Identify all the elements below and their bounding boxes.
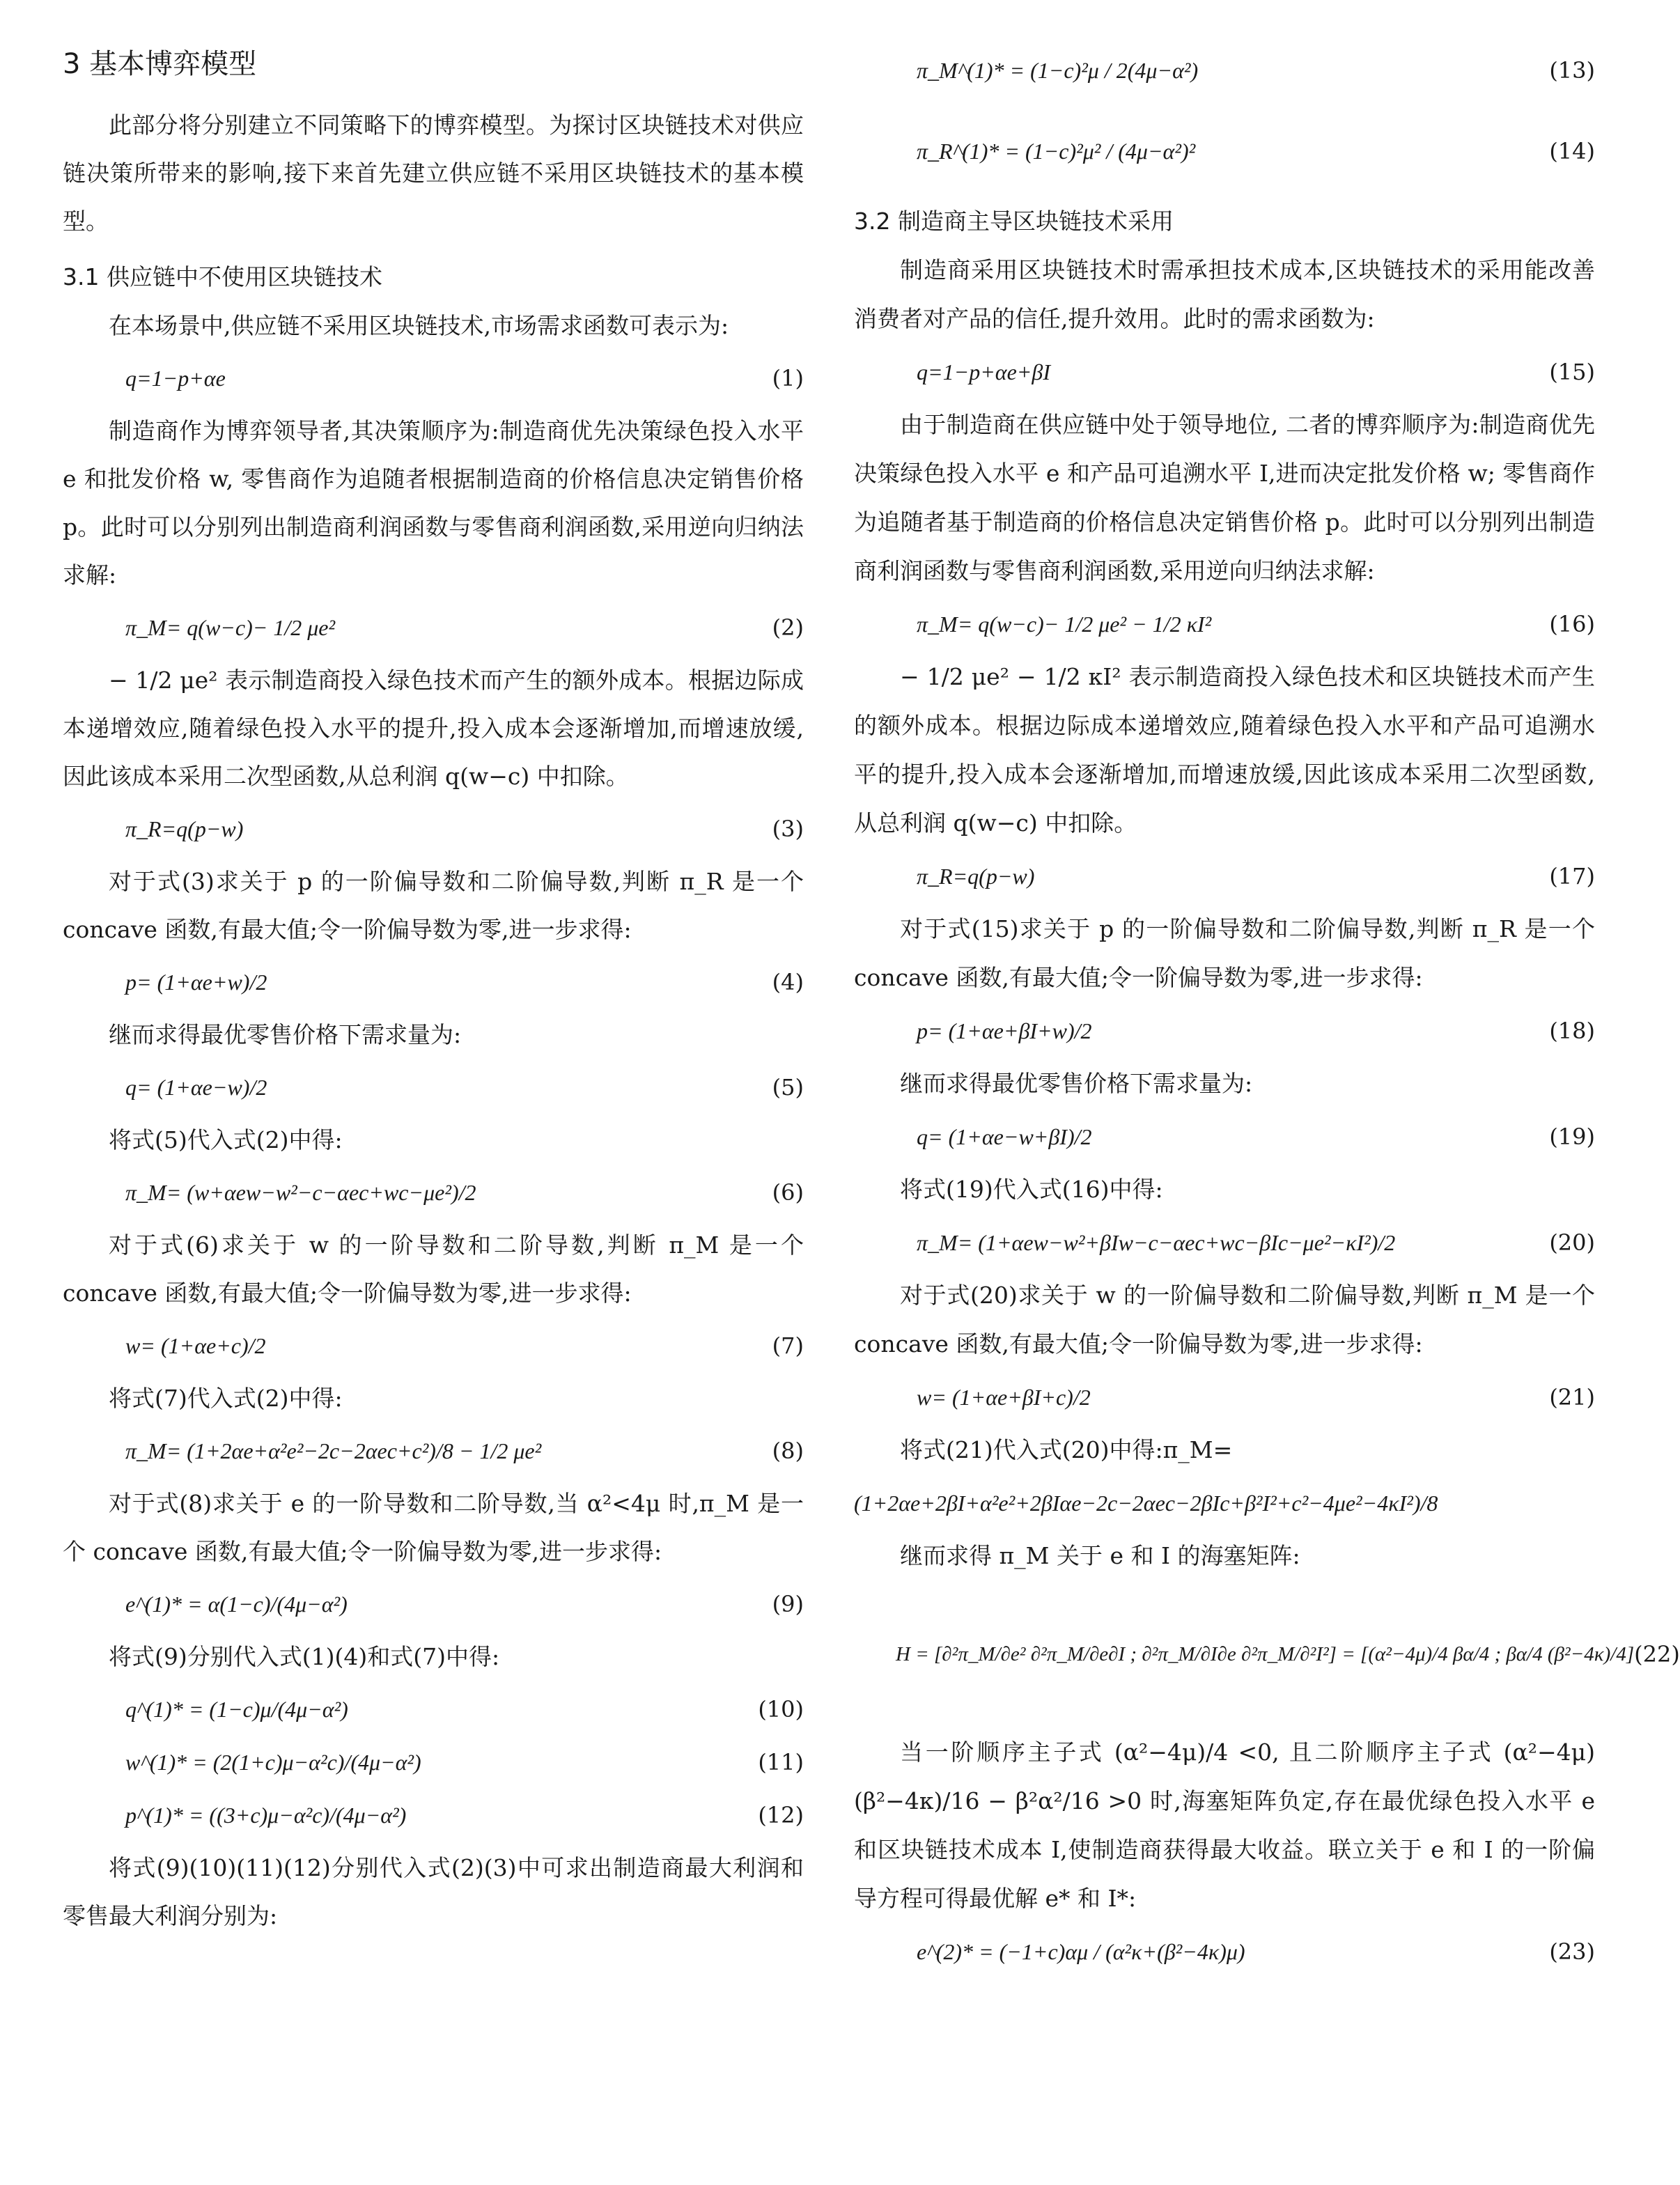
section-heading: 3 基本博弈模型	[63, 48, 257, 80]
paragraph: 将式(21)代入式(20)中得:π_M=	[900, 1436, 1233, 1463]
equation-5: q= (1+αe−w)/2 (5)	[125, 1074, 804, 1101]
equation-12: p^(1)* = ((3+c)μ−α²c)/(4μ−α²) (12)	[125, 1802, 804, 1828]
paragraph: 将式(19)代入式(16)中得:	[900, 1176, 1163, 1203]
paragraph: 继而求得最优零售价格下需求量为:	[900, 1070, 1253, 1097]
paragraph: 将式(9)(10)(11)(12)分别代入式(2)(3)中可求出制造商最大利润和零售最大利润分别为:	[63, 1854, 804, 1929]
equation-2: π_M= q(w−c)− 1/2 μe² (2)	[125, 614, 804, 641]
equation-15: q=1−p+αe+βI (15)	[917, 359, 1595, 385]
paragraph: 将式(7)代入式(2)中得:	[109, 1385, 343, 1412]
paragraph: 对于式(3)求关于 p 的一阶偏导数和二阶偏导数,判断 π_R 是一个 concave 函数,有最大值;令一阶偏导数为零,进一步求得:	[63, 868, 804, 943]
paragraph: − 1/2 μe² − 1/2 κI² 表示制造商投入绿色技术和区块链技术而产生的额外成本。根据边际成本递增效应,随着绿色投入水平和产品可追溯水平的提升,投入成本会逐渐增加,而增速放缓,因此该成本采用二次型函数,从总利润 q(w−c) 中扣除。	[854, 663, 1595, 837]
subsection-heading: 3.1 供应链中不使用区块链技术	[63, 263, 382, 290]
paragraph: 制造商采用区块链技术时需承担技术成本,区块链技术的采用能改善消费者对产品的信任,提升效用。此时的需求函数为:	[854, 256, 1595, 332]
equation-18: p= (1+αe+βI+w)/2 (18)	[917, 1018, 1595, 1044]
paragraph: 制造商作为博弈领导者,其决策顺序为:制造商优先决策绿色投入水平 e 和批发价格 w, 零售商作为追随者根据制造商的价格信息决定销售价格 p。此时可以分别列出制造商利润函数与零售商利润函数,采用逆向归纳法求解:	[63, 417, 804, 589]
equation-3: π_R=q(p−w) (3)	[125, 816, 804, 842]
equation-13: π_M^(1)* = (1−c)²μ / 2(4μ−α²) (13)	[917, 57, 1595, 84]
paragraph: 由于制造商在供应链中处于领导地位, 二者的博弈顺序为:制造商优先决策绿色投入水平 e 和产品可追溯水平 I,进而决定批发价格 w; 零售商作为追随者基于制造商的价格信息决定销售价格 p。此时可以分别列出制造商利润函数与零售商利润函数,采用逆向归纳法求解:	[854, 411, 1595, 584]
paragraph: 将式(5)代入式(2)中得:	[109, 1126, 343, 1153]
right-column	[854, 28, 1680, 1980]
equation-23: e^(2)* = (−1+c)αμ / (α²κ+(β²−4κ)μ) (23)	[917, 1938, 1595, 1965]
equation-14: π_R^(1)* = (1−c)²μ² / (4μ−α²)² (14)	[917, 138, 1595, 164]
paragraph: 将式(9)分别代入式(1)(4)和式(7)中得:	[109, 1643, 500, 1670]
equation-16: π_M= q(w−c)− 1/2 μe² − 1/2 κI² (16)	[917, 611, 1595, 637]
equation-long: (1+2αe+2βI+α²e²+2βIαe−2c−2αec−2βIc+β²I²+c²−4μe²−4κI²)/8	[854, 1490, 1438, 1516]
subsection-heading: 3.2 制造商主导区块链技术采用	[854, 208, 1174, 235]
paragraph: 对于式(6)求关于 w 的一阶导数和二阶导数,判断 π_M 是一个 concave 函数,有最大值;令一阶偏导数为零,进一步求得:	[63, 1231, 804, 1307]
equation-7: w= (1+αe+c)/2 (7)	[125, 1332, 804, 1359]
equation-22-hessian: H = [∂²π_M/∂e² ∂²π_M/∂e∂I ; ∂²π_M/∂I∂e ∂²π_M/∂²I²] = [(α²−4μ)/4 βα/4 ; βα/4 (β²−4κ)/4] (22)	[896, 1641, 1680, 1667]
equation-19: q= (1+αe−w+βI)/2 (19)	[917, 1123, 1595, 1150]
equation-21: w= (1+αe+βI+c)/2 (21)	[917, 1384, 1595, 1410]
equation-8: π_M= (1+2αe+α²e²−2c−2αec+c²)/8 − 1/2 μe² (8)	[125, 1438, 804, 1464]
equation-1: q=1−p+αe (1)	[125, 365, 804, 391]
equation-20: π_M= (1+αew−w²+βIw−c−αec+wc−βIc−μe²−κI²)/2 (20)	[917, 1229, 1595, 1256]
equation-10: q^(1)* = (1−c)μ/(4μ−α²) (10)	[125, 1696, 804, 1723]
paragraph: 对于式(8)求关于 e 的一阶导数和二阶导数,当 α²<4μ 时,π_M 是一个 concave 函数,有最大值;令一阶偏导数为零,进一步求得:	[63, 1490, 804, 1565]
paragraph: − 1/2 μe² 表示制造商投入绿色技术而产生的额外成本。根据边际成本递增效应,随着绿色投入水平的提升,投入成本会逐渐增加,而增速放缓,因此该成本采用二次型函数,从总利润 q(w−c) 中扣除。	[63, 667, 804, 790]
paragraph: 继而求得最优零售价格下需求量为:	[109, 1021, 462, 1048]
equation-17: π_R=q(p−w) (17)	[917, 863, 1595, 889]
paragraph: 对于式(20)求关于 w 的一阶偏导数和二阶偏导数,判断 π_M 是一个 concave 函数,有最大值;令一阶偏导数为零,进一步求得:	[854, 1282, 1595, 1358]
equation-11: w^(1)* = (2(1+c)μ−α²c)/(4μ−α²) (11)	[125, 1749, 804, 1775]
equation-6: π_M= (w+αew−w²−c−αec+wc−μe²)/2 (6)	[125, 1179, 804, 1206]
left-column	[63, 28, 804, 1940]
paragraph: 对于式(15)求关于 p 的一阶偏导数和二阶偏导数,判断 π_R 是一个 concave 函数,有最大值;令一阶偏导数为零,进一步求得:	[854, 915, 1595, 991]
paragraph: 此部分将分别建立不同策略下的博弈模型。为探讨区块链技术对供应链决策所带来的影响,接下来首先建立供应链不采用区块链技术的基本模型。	[63, 111, 804, 235]
equation-9: e^(1)* = α(1−c)/(4μ−α²) (9)	[125, 1591, 804, 1617]
paragraph: 继而求得 π_M 关于 e 和 I 的海塞矩阵:	[900, 1542, 1300, 1569]
equation-4: p= (1+αe+w)/2 (4)	[125, 969, 804, 995]
paragraph: 当一阶顺序主子式 (α²−4μ)/4 <0, 且二阶顺序主子式 (α²−4μ)(β²−4κ)/16 − β²α²/16 >0 时,海塞矩阵负定,存在最优绿色投入水平 e 和区块链技术成本 I,使制造商获得最大收益。联立关于 e 和 I 的一阶偏导方程可得最优解 e* 和 I*:	[854, 1739, 1595, 1912]
paragraph: 在本场景中,供应链不采用区块链技术,市场需求函数可表示为:	[109, 312, 729, 339]
